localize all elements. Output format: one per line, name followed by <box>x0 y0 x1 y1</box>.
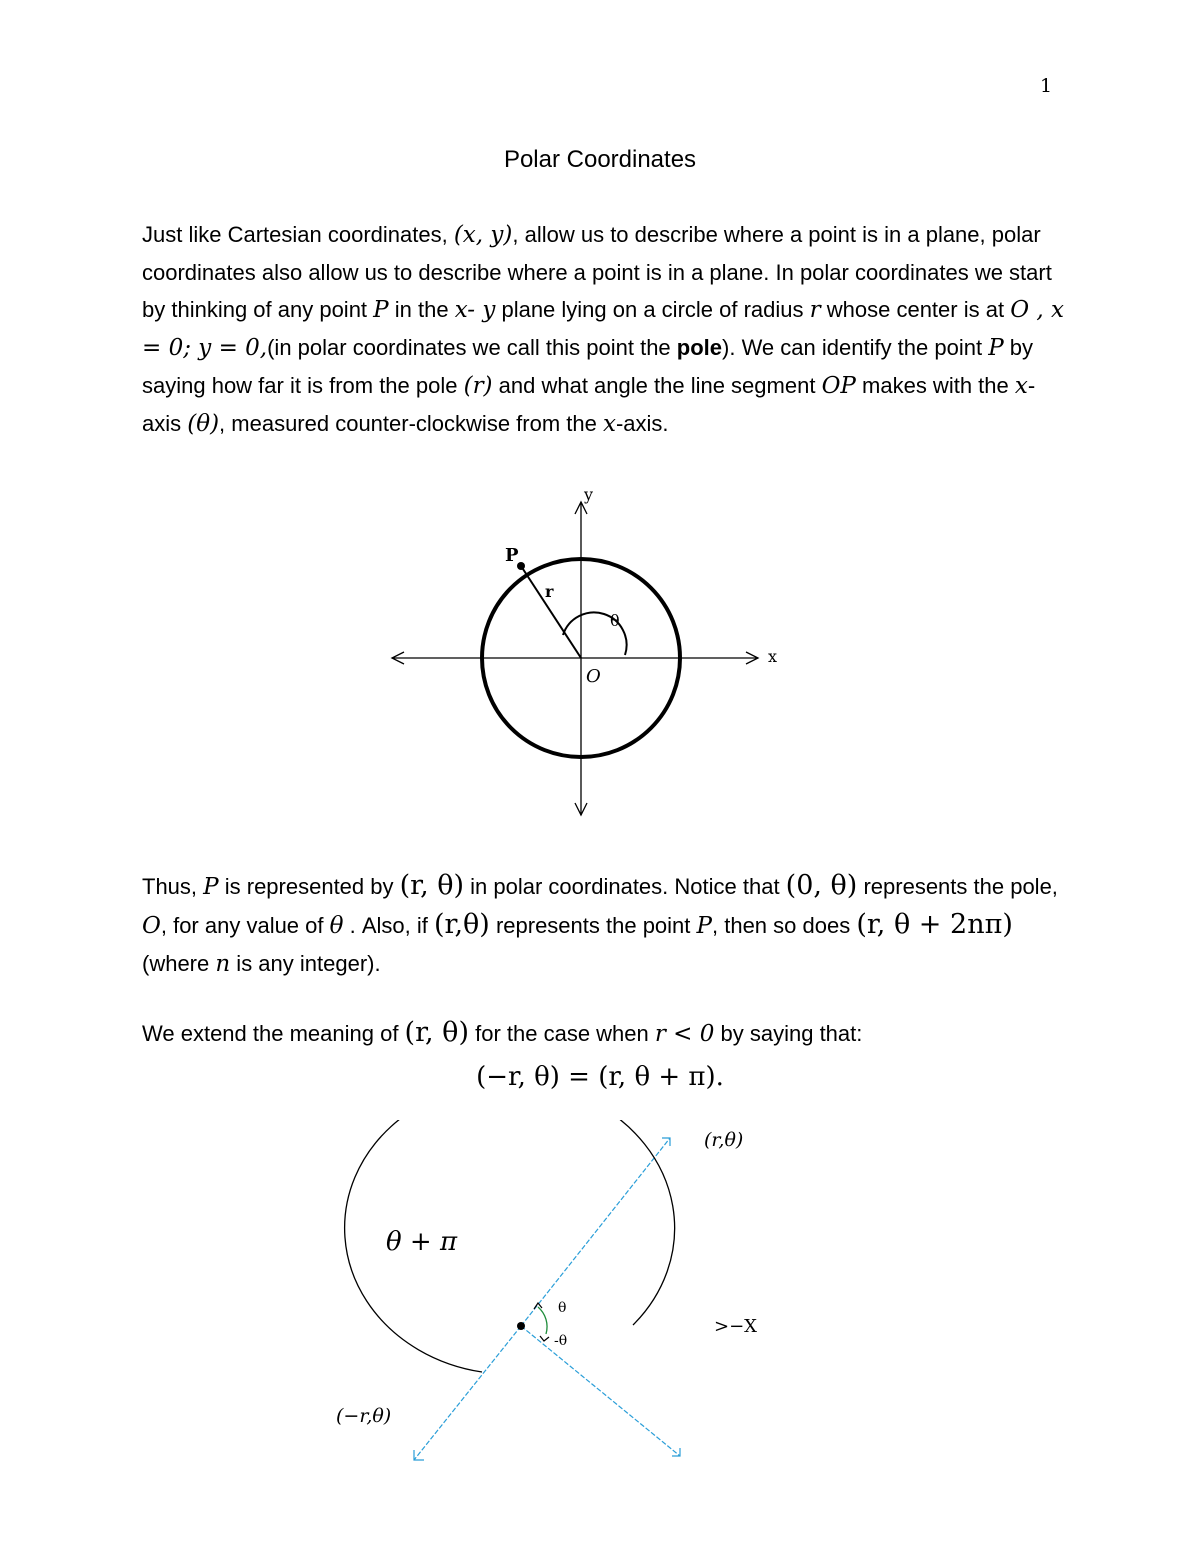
text-run: represents the point <box>489 913 697 938</box>
math-p: P <box>988 335 1004 361</box>
math-p: P <box>203 874 219 900</box>
math-origin: O , x = 0; y = 0, <box>142 297 1064 361</box>
text-run: . Also, if <box>343 913 434 938</box>
math-r-theta-2npi: (r, θ + 2nπ) <box>856 909 1013 940</box>
math-r-less-zero: r < 0 <box>654 1021 715 1047</box>
text-run: is represented by <box>218 874 400 899</box>
math-r-theta: (r,θ) <box>433 909 490 940</box>
radius-label: r <box>545 582 554 601</box>
negative-r-equation: (−r, θ) = (r, θ + π). <box>476 1062 724 1092</box>
math-theta: θ <box>329 913 344 939</box>
math-r-theta: (r, θ) <box>399 870 465 901</box>
text-run: by saying that: <box>714 1021 863 1046</box>
math-n: n <box>215 951 231 977</box>
math-r-paren: (r) <box>463 373 493 399</box>
text-run: ). We can identify the point <box>722 335 989 360</box>
text-run: We extend the meaning of <box>142 1021 405 1046</box>
neg-theta-small-label: -θ <box>554 1333 568 1349</box>
y-axis-label: y <box>584 485 594 504</box>
ray-to-neg-r-theta <box>414 1326 521 1460</box>
math-theta-paren: (θ) <box>187 411 220 437</box>
ray-neg-theta <box>521 1326 680 1456</box>
page-number: 1 <box>1040 75 1053 97</box>
text-run: by saying how far it is from the pole <box>142 335 1034 398</box>
radius-segment <box>521 566 581 658</box>
text-run: Thus, <box>142 874 204 899</box>
theta-plus-pi-label: θ + π <box>386 1227 458 1257</box>
text-run: -axis. <box>615 411 669 436</box>
math-x: x <box>602 411 616 437</box>
page-title: Polar Coordinates <box>503 146 697 173</box>
neg-theta-arrow <box>540 1336 549 1341</box>
text-run: for the case when <box>468 1021 655 1046</box>
text-run: is any integer). <box>230 951 381 976</box>
text-run: , measured counter-clockwise from the <box>219 411 603 436</box>
text-run: (where <box>142 951 216 976</box>
math-zero-theta: (0, θ) <box>785 870 858 901</box>
pole-term: pole <box>676 335 723 360</box>
math-p: P <box>373 297 389 323</box>
text-run: represents the pole, <box>857 874 1058 899</box>
text-run: and what angle the line segment <box>492 373 822 398</box>
polar-circle-figure <box>370 480 790 825</box>
text-run: , for any value of <box>160 913 330 938</box>
math-x: x <box>1014 373 1028 399</box>
text-run: Just like Cartesian coordinates, <box>142 222 454 247</box>
ray-to-r-theta <box>521 1138 670 1326</box>
theta-label: θ <box>610 611 620 630</box>
small-theta-arc <box>538 1307 547 1334</box>
math-r: r <box>809 297 821 323</box>
text-run: (in polar coordinates we call this point the <box>267 335 677 360</box>
math-o: O <box>142 913 161 939</box>
math-xy-plane: x- y <box>454 297 496 323</box>
math-r-theta: (r, θ) <box>404 1017 469 1048</box>
math-xy: (x, y) <box>453 222 513 248</box>
text-run: , then so does <box>712 913 857 938</box>
point-p-label: P <box>505 545 519 566</box>
text-run: , allow us to describe where a point is in a plane, polar coordinates also allow us to describe where a point is in a plane. In polar coordinates we start by thinking of any point <box>142 222 1052 322</box>
text-run: in polar coordinates. Notice that <box>464 874 786 899</box>
neg-x-label: >−X <box>714 1316 757 1337</box>
x-axis-label: x <box>768 647 778 666</box>
theta-arrow <box>534 1303 542 1309</box>
neg-r-theta-label: (−r,θ) <box>336 1405 392 1427</box>
text-run: plane lying on a circle of radius <box>495 297 810 322</box>
negative-r-paragraph <box>142 1014 1072 1053</box>
math-p: P <box>696 913 712 939</box>
text-run: -axis <box>142 373 1036 436</box>
origin-label: O <box>586 666 601 687</box>
theta-small-label: θ <box>558 1300 567 1316</box>
math-op: OP <box>821 373 856 399</box>
negative-r-figure <box>320 1120 800 1480</box>
pole-point <box>517 1322 525 1330</box>
intro-paragraph <box>142 216 1072 443</box>
text-run: in the <box>388 297 455 322</box>
text-run: makes with the <box>855 373 1015 398</box>
representation-paragraph <box>142 867 1072 983</box>
r-theta-label: (r,θ) <box>704 1129 744 1151</box>
text-run: whose center is at <box>820 297 1011 322</box>
